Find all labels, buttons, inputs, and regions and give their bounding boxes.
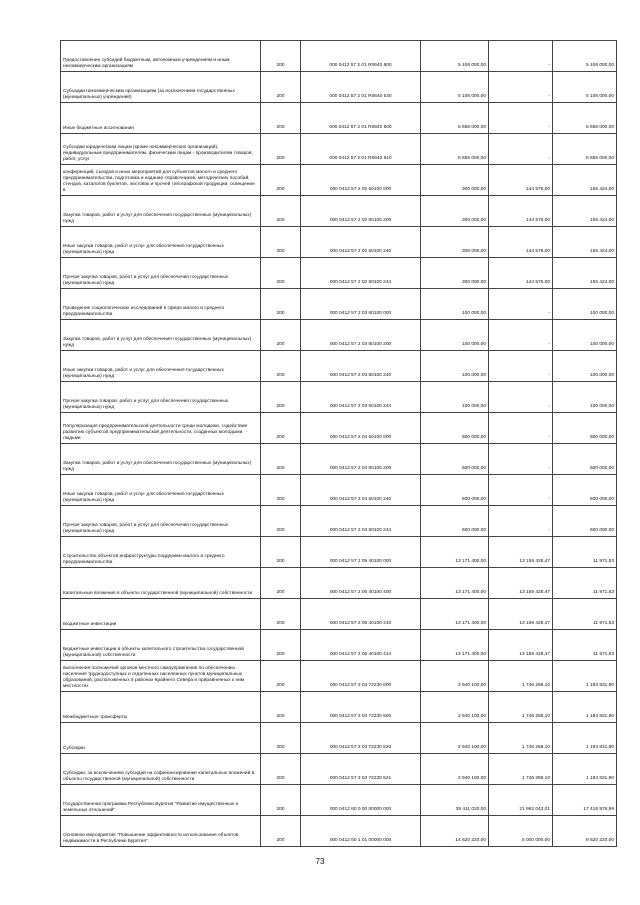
row-remaining: 11 971,53 [553,599,617,630]
row-budget-code: 000 0412 57 2 05 40100 000 [301,537,421,568]
row-name: Предоставление субсидий бюджетным, автономным учреждениям и иным некоммерческим организациям [61,41,261,72]
row-executed: - [489,413,553,444]
row-approved: 13 171 400,00 [421,537,489,568]
row-admin-code: 200 [261,413,301,444]
row-approved: 600 000,00 [421,444,489,475]
row-admin-code: 200 [261,41,301,72]
row-admin-code: 200 [261,661,301,692]
row-remaining: 155 424,00 [553,196,617,227]
row-admin-code: 200 [261,754,301,785]
row-admin-code: 200 [261,320,301,351]
row-name: Закупка товаров, работ и услуг для обеспечения государственных (муниципальных) нужд [61,320,261,351]
row-remaining: 11 971,53 [553,568,617,599]
row-remaining: 9 620 220,00 [553,816,617,847]
row-admin-code: 200 [261,227,301,258]
row-approved: 5 106 000,00 [421,72,489,103]
table-row [61,72,617,103]
row-admin-code: 200 [261,103,301,134]
row-admin-code: 200 [261,351,301,382]
row-name: Субсидии некоммерческим организациям (за исключением государственных (муниципальных) учреждений) [61,72,261,103]
row-executed: 1 746 268,10 [489,723,553,754]
row-remaining: 600 000,00 [553,475,617,506]
row-remaining: 1 193 831,90 [553,723,617,754]
page-number: 73 [315,857,325,866]
row-approved: 600 000,00 [421,475,489,506]
row-name: Проведение социологических исследований в сфере малого и среднего предпринимательства [61,289,261,320]
row-name: Иные бюджетные ассигнования [61,103,261,134]
row-budget-code: 000 0412 57 2 01 R0640 600 [301,41,421,72]
row-name: Иные закупки товаров, работ и услуг для обеспечения государственных (муниципальных) нужд [61,351,261,382]
table-row [61,196,617,227]
row-budget-code: 000 0412 57 2 05 40100 410 [301,599,421,630]
row-remaining: 5 656 000,00 [553,134,617,165]
row-approved: 13 171 400,00 [421,630,489,661]
row-approved: 13 171 400,00 [421,568,489,599]
row-executed: 5 000 000,00 [489,816,553,847]
table-row [61,785,617,816]
table-row [61,41,617,72]
table-row [61,568,617,599]
row-admin-code: 200 [261,692,301,723]
row-admin-code: 200 [261,382,301,413]
row-admin-code: 200 [261,537,301,568]
row-approved: 300 000,00 [421,165,489,196]
row-name: Иные закупки товаров, работ и услуг для обеспечения государственных (муниципальных) нужд [61,475,261,506]
row-remaining: 1 193 831,90 [553,754,617,785]
row-remaining: 11 971,53 [553,537,617,568]
row-approved: 600 000,00 [421,413,489,444]
row-remaining: 5 106 000,00 [553,41,617,72]
row-remaining: 1 193 831,90 [553,692,617,723]
row-executed: 1 746 268,10 [489,661,553,692]
row-remaining: 11 971,53 [553,630,617,661]
row-budget-code: 000 0412 57 2 04 60100 240 [301,475,421,506]
row-name: Закупка товаров, работ и услуг для обеспечения государственных (муниципальных) нужд [61,196,261,227]
table-row [61,103,617,134]
row-name: Субсидии [61,723,261,754]
row-budget-code: 000 0412 57 2 03 60100 244 [301,382,421,413]
row-budget-code: 000 0412 57 2 04 60100 244 [301,506,421,537]
row-admin-code: 200 [261,599,301,630]
row-approved: 2 940 100,00 [421,723,489,754]
row-remaining: 100 000,00 [553,382,617,413]
row-executed: 13 159 428,47 [489,568,553,599]
row-budget-code: 000 0412 57 2 03 60100 240 [301,351,421,382]
row-admin-code: 200 [261,134,301,165]
row-budget-code: 000 0412 57 2 03 60100 000 [301,289,421,320]
table-row [61,258,617,289]
row-name: Основное мероприятие "Повышение эффективности использования объектов недвижимости в Республике Бурятия" [61,816,261,847]
row-approved: 600 000,00 [421,506,489,537]
row-name: Государственная программа Республики Бурятия "Развитие имущественных и земельных отношений" [61,785,261,816]
table-row [61,754,617,785]
row-name: Закупка товаров, работ и услуг для обеспечения государственных (муниципальных) нужд [61,444,261,475]
table-row [61,630,617,661]
row-admin-code: 200 [261,72,301,103]
table-row [61,289,617,320]
row-name: Капитальные вложения в объекты государственной (муниципальной) собственности [61,568,261,599]
row-remaining: 100 000,00 [553,320,617,351]
row-budget-code: 000 0412 57 2 02 60100 200 [301,196,421,227]
row-executed: 1 746 268,10 [489,692,553,723]
row-admin-code: 200 [261,506,301,537]
row-executed: - [489,103,553,134]
row-budget-code: 000 0412 57 2 03 60100 200 [301,320,421,351]
row-executed: - [489,289,553,320]
row-budget-code: 000 0412 60 0 00 00000 000 [301,785,421,816]
row-remaining: 600 000,00 [553,506,617,537]
row-approved: 100 000,00 [421,351,489,382]
table-row [61,475,617,506]
row-budget-code: 000 0412 57 3 03 72230 520 [301,723,421,754]
row-executed: - [489,351,553,382]
table-row [61,165,617,196]
row-approved: 5 656 000,00 [421,103,489,134]
table-row [61,692,617,723]
row-approved: 13 171 400,00 [421,599,489,630]
row-name: Межбюджетные трансферты [61,692,261,723]
row-executed: 13 159 428,47 [489,537,553,568]
row-approved: 5 656 000,00 [421,134,489,165]
row-remaining: 155 424,00 [553,258,617,289]
row-executed: - [489,506,553,537]
table-row [61,537,617,568]
row-executed: 144 576,00 [489,258,553,289]
row-executed: 144 576,00 [489,196,553,227]
row-executed: 13 159 428,47 [489,630,553,661]
row-executed: - [489,41,553,72]
row-approved: 14 620 220,00 [421,816,489,847]
row-budget-code: 000 0412 57 2 01 R0640 630 [301,72,421,103]
row-budget-code: 000 0412 57 3 03 72230 521 [301,754,421,785]
row-remaining: 17 418 976,99 [553,785,617,816]
row-executed: - [489,382,553,413]
row-approved: 2 940 100,00 [421,692,489,723]
row-executed: - [489,475,553,506]
row-remaining: 5 106 000,00 [553,72,617,103]
row-remaining: 155 424,00 [553,227,617,258]
table-row [61,382,617,413]
row-name: Прочая закупка товаров, работ и услуг для обеспечения государственных (муниципальных) нужд [61,382,261,413]
row-budget-code: 000 0412 57 2 04 60100 000 [301,413,421,444]
row-budget-code: 000 0412 57 2 02 60100 000 [301,165,421,196]
row-admin-code: 200 [261,475,301,506]
row-budget-code: 000 0412 57 2 04 60100 200 [301,444,421,475]
row-admin-code: 200 [261,816,301,847]
row-approved: 300 000,00 [421,196,489,227]
row-name: Бюджетные инвестиции в объекты капитального строительства государственной (муниципальной) собственности [61,630,261,661]
row-budget-code: 000 0412 57 2 01 R0640 810 [301,134,421,165]
row-name: Субсидии, за исключением субсидий на софинансирование капитальных вложений в объекты государственной (муниципальной) собственности [61,754,261,785]
row-name: Популяризация предпринимательской деятельности среди молодежи, содействие развитию субъектов предпринимательской деятельности, созданных молодыми людьми [61,413,261,444]
table-row [61,506,617,537]
table-row [61,134,617,165]
row-executed: - [489,444,553,475]
row-name: выполнения полномочий органов местного самоуправления по обеспечению населения труднодоступных и отдаленных населенных пунктов муниципальных образований, расположенных в районах Крайнего Севера и приравненных к ним местностях [61,661,261,692]
row-name: Иные закупки товаров, работ и услуг для обеспечения государственных (муниципальных) нужд [61,227,261,258]
row-approved: 300 000,00 [421,227,489,258]
row-admin-code: 200 [261,289,301,320]
row-admin-code: 200 [261,785,301,816]
row-budget-code: 000 0412 57 2 01 R0640 800 [301,103,421,134]
row-admin-code: 200 [261,568,301,599]
row-executed: - [489,134,553,165]
row-admin-code: 200 [261,444,301,475]
row-executed: - [489,320,553,351]
table-row [61,661,617,692]
table-row [61,816,617,847]
row-executed: 144 576,00 [489,165,553,196]
row-approved: 2 940 100,00 [421,754,489,785]
row-name: Субсидии юридическим лицам (кроме некоммерческих организаций), индивидуальным предпринимателям, физическим лицам - производителям товаров, работ, услуг [61,134,261,165]
row-remaining: 600 000,00 [553,413,617,444]
row-admin-code: 200 [261,723,301,754]
row-admin-code: 200 [261,630,301,661]
row-approved: 5 106 000,00 [421,41,489,72]
table-row [61,227,617,258]
table-row [61,723,617,754]
row-executed: 1 746 268,10 [489,754,553,785]
budget-table [60,40,617,847]
row-name: Бюджетные инвестиции [61,599,261,630]
row-remaining: 100 000,00 [553,289,617,320]
row-budget-code: 000 0412 57 3 03 72230 000 [301,661,421,692]
row-executed: 21 992 043,01 [489,785,553,816]
row-budget-code: 000 0412 57 2 02 60100 240 [301,227,421,258]
row-budget-code: 000 0412 57 2 02 60100 244 [301,258,421,289]
row-approved: 100 000,00 [421,289,489,320]
row-remaining: 100 000,00 [553,351,617,382]
row-budget-code: 000 0412 57 3 03 72230 500 [301,692,421,723]
row-name: Строительство объектов инфраструктуры поддержки малого и среднего предпринимательства [61,537,261,568]
row-approved: 100 000,00 [421,320,489,351]
row-admin-code: 200 [261,258,301,289]
row-admin-code: 200 [261,165,301,196]
row-name: конференций, съездов и иных мероприятий для субъектов малого и среднего предпринимательства, подготовка и издание справочников, методических пособий, стендов, каталогов буклетов, листовок и прочей типографской продукции, освещение в [61,165,261,196]
row-approved: 300 000,00 [421,258,489,289]
budget-table-body [61,41,617,847]
row-approved: 39 411 020,00 [421,785,489,816]
row-remaining: 155 424,00 [553,165,617,196]
row-remaining: 5 656 000,00 [553,103,617,134]
row-admin-code: 200 [261,196,301,227]
row-name: Прочая закупка товаров, работ и услуг для обеспечения государственных (муниципальных) нужд [61,258,261,289]
table-row [61,351,617,382]
row-budget-code: 000 0412 57 2 05 40100 400 [301,568,421,599]
row-name: Прочая закупка товаров, работ и услуг для обеспечения государственных (муниципальных) нужд [61,506,261,537]
row-executed: 13 159 428,47 [489,599,553,630]
row-executed: 144 576,00 [489,227,553,258]
row-approved: 100 000,00 [421,382,489,413]
row-budget-code: 000 0412 57 2 05 40100 414 [301,630,421,661]
table-row [61,444,617,475]
row-executed: - [489,72,553,103]
row-remaining: 1 193 831,90 [553,661,617,692]
row-remaining: 600 000,00 [553,444,617,475]
table-row [61,599,617,630]
row-approved: 2 940 100,00 [421,661,489,692]
row-budget-code: 000 0412 60 1 01 00000 000 [301,816,421,847]
table-row [61,413,617,444]
table-row [61,320,617,351]
